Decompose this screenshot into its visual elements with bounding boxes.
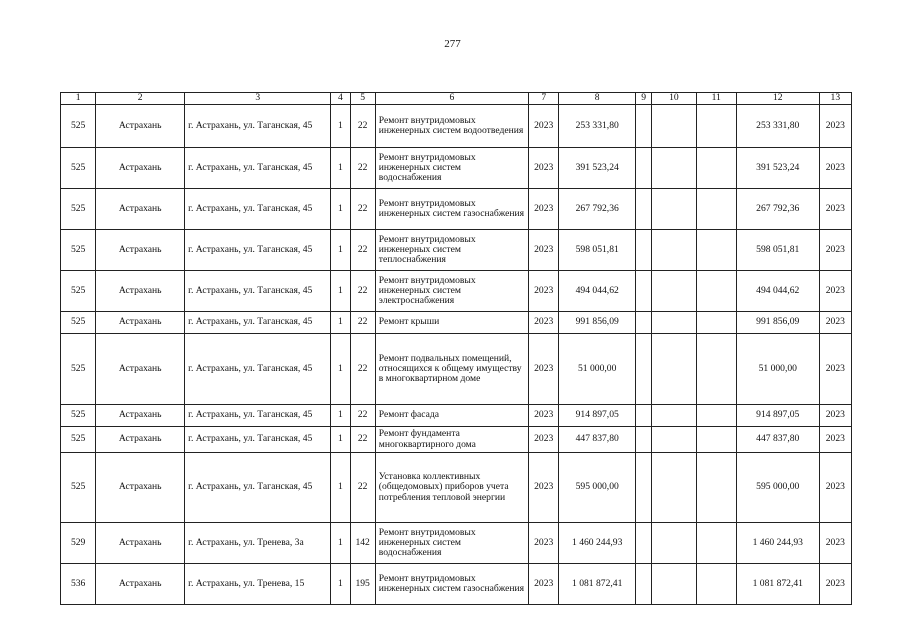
cell-address: г. Астрахань, ул. Таганская, 45 (185, 334, 331, 405)
cell-year-end: 2023 (819, 230, 851, 271)
cell-year: 2023 (529, 405, 559, 427)
cell-city: Астрахань (96, 271, 185, 312)
cell-city: Астрахань (96, 189, 185, 230)
cell-col10 (652, 564, 696, 605)
cell-year-end: 2023 (819, 312, 851, 334)
cell-address: г. Астрахань, ул. Таганская, 45 (185, 148, 331, 189)
cell-col11 (696, 230, 736, 271)
cell-city: Астрахань (96, 427, 185, 453)
cell-amount-total: 447 837,80 (736, 427, 819, 453)
cell-amount-total: 391 523,24 (736, 148, 819, 189)
cell-amount: 494 044,62 (559, 271, 636, 312)
table-row (61, 427, 852, 453)
cell-amount-total: 51 000,00 (736, 334, 819, 405)
cell-work: Ремонт внутридомовых инженерных систем электроснабжения (375, 271, 528, 312)
cell-amount-total: 267 792,36 (736, 189, 819, 230)
cell-col4: 1 (331, 148, 350, 189)
cell-amount-total: 914 897,05 (736, 405, 819, 427)
cell-col11 (696, 564, 736, 605)
cell-col9 (636, 564, 652, 605)
cell-year-end: 2023 (819, 453, 851, 523)
cell-col4: 1 (331, 105, 350, 148)
column-header: 4 (331, 93, 350, 105)
table-row (61, 105, 852, 148)
cell-col10 (652, 189, 696, 230)
cell-col10 (652, 523, 696, 564)
cell-city: Астрахань (96, 312, 185, 334)
cell-work: Ремонт внутридомовых инженерных систем водоотведения (375, 105, 528, 148)
cell-year: 2023 (529, 148, 559, 189)
cell-amount-total: 494 044,62 (736, 271, 819, 312)
cell-col5: 22 (350, 230, 375, 271)
cell-work: Ремонт внутридомовых инженерных систем водоснабжения (375, 523, 528, 564)
cell-col4: 1 (331, 312, 350, 334)
cell-amount: 253 331,80 (559, 105, 636, 148)
cell-col10 (652, 230, 696, 271)
cell-col4: 1 (331, 189, 350, 230)
cell-year: 2023 (529, 271, 559, 312)
cell-col9 (636, 105, 652, 148)
cell-city: Астрахань (96, 105, 185, 148)
table-row (61, 271, 852, 312)
cell-col4: 1 (331, 453, 350, 523)
cell-col9 (636, 334, 652, 405)
column-header: 10 (652, 93, 696, 105)
cell-amount: 391 523,24 (559, 148, 636, 189)
cell-col5: 22 (350, 148, 375, 189)
column-header: 7 (529, 93, 559, 105)
cell-col11 (696, 105, 736, 148)
cell-city: Астрахань (96, 334, 185, 405)
cell-work: Установка коллективных (общедомовых) приборов учета потребления тепловой энергии (375, 453, 528, 523)
column-header: 12 (736, 93, 819, 105)
cell-year: 2023 (529, 427, 559, 453)
cell-col11 (696, 453, 736, 523)
cell-col10 (652, 148, 696, 189)
cell-address: г. Астрахань, ул. Таганская, 45 (185, 105, 331, 148)
cell-col9 (636, 312, 652, 334)
cell-address: г. Астрахань, ул. Тренева, 15 (185, 564, 331, 605)
cell-amount: 447 837,80 (559, 427, 636, 453)
cell-col11 (696, 405, 736, 427)
cell-address: г. Астрахань, ул. Таганская, 45 (185, 312, 331, 334)
cell-year-end: 2023 (819, 405, 851, 427)
cell-year-end: 2023 (819, 189, 851, 230)
table-row (61, 230, 852, 271)
cell-id: 525 (61, 334, 96, 405)
column-header: 2 (96, 93, 185, 105)
cell-col9 (636, 230, 652, 271)
cell-col9 (636, 405, 652, 427)
column-header: 3 (185, 93, 331, 105)
cell-col10 (652, 105, 696, 148)
table-row (61, 405, 852, 427)
cell-city: Астрахань (96, 453, 185, 523)
cell-col10 (652, 427, 696, 453)
cell-year-end: 2023 (819, 523, 851, 564)
cell-id: 525 (61, 148, 96, 189)
cell-address: г. Астрахань, ул. Таганская, 45 (185, 189, 331, 230)
cell-amount: 51 000,00 (559, 334, 636, 405)
table-row (61, 453, 852, 523)
cell-col11 (696, 271, 736, 312)
table-row (61, 148, 852, 189)
table-row (61, 312, 852, 334)
cell-col5: 22 (350, 105, 375, 148)
work-schedule-table (60, 92, 852, 605)
cell-year: 2023 (529, 453, 559, 523)
cell-id: 525 (61, 230, 96, 271)
cell-amount-total: 1 081 872,41 (736, 564, 819, 605)
table-row (61, 189, 852, 230)
cell-col10 (652, 334, 696, 405)
cell-amount: 1 460 244,93 (559, 523, 636, 564)
cell-col5: 22 (350, 271, 375, 312)
cell-id: 525 (61, 312, 96, 334)
cell-address: г. Астрахань, ул. Таганская, 45 (185, 230, 331, 271)
cell-col11 (696, 334, 736, 405)
column-header: 8 (559, 93, 636, 105)
cell-year-end: 2023 (819, 271, 851, 312)
cell-work: Ремонт крыши (375, 312, 528, 334)
cell-year: 2023 (529, 334, 559, 405)
cell-col5: 22 (350, 405, 375, 427)
cell-col9 (636, 148, 652, 189)
table-row (61, 334, 852, 405)
cell-city: Астрахань (96, 405, 185, 427)
cell-amount: 267 792,36 (559, 189, 636, 230)
cell-amount-total: 598 051,81 (736, 230, 819, 271)
cell-col4: 1 (331, 334, 350, 405)
cell-address: г. Астрахань, ул. Таганская, 45 (185, 405, 331, 427)
cell-col10 (652, 271, 696, 312)
cell-id: 525 (61, 271, 96, 312)
cell-col9 (636, 189, 652, 230)
cell-year: 2023 (529, 523, 559, 564)
column-header: 1 (61, 93, 96, 105)
cell-col5: 22 (350, 453, 375, 523)
cell-id: 536 (61, 564, 96, 605)
cell-col10 (652, 453, 696, 523)
cell-year-end: 2023 (819, 427, 851, 453)
cell-year: 2023 (529, 105, 559, 148)
column-header: 11 (696, 93, 736, 105)
cell-work: Ремонт фундамента многоквартирного дома (375, 427, 528, 453)
cell-id: 529 (61, 523, 96, 564)
column-header: 13 (819, 93, 851, 105)
cell-id: 525 (61, 405, 96, 427)
cell-year-end: 2023 (819, 334, 851, 405)
cell-amount-total: 253 331,80 (736, 105, 819, 148)
cell-col4: 1 (331, 427, 350, 453)
cell-work: Ремонт внутридомовых инженерных систем теплоснабжения (375, 230, 528, 271)
cell-col5: 195 (350, 564, 375, 605)
cell-amount: 1 081 872,41 (559, 564, 636, 605)
column-header: 6 (375, 93, 528, 105)
cell-amount: 595 000,00 (559, 453, 636, 523)
cell-year-end: 2023 (819, 105, 851, 148)
cell-work: Ремонт внутридомовых инженерных систем водоснабжения (375, 148, 528, 189)
cell-work: Ремонт внутридомовых инженерных систем газоснабжения (375, 564, 528, 605)
cell-col9 (636, 523, 652, 564)
cell-amount-total: 991 856,09 (736, 312, 819, 334)
column-header: 9 (636, 93, 652, 105)
cell-col9 (636, 427, 652, 453)
cell-work: Ремонт внутридомовых инженерных систем газоснабжения (375, 189, 528, 230)
cell-col4: 1 (331, 523, 350, 564)
cell-id: 525 (61, 189, 96, 230)
cell-year-end: 2023 (819, 564, 851, 605)
cell-amount: 914 897,05 (559, 405, 636, 427)
cell-address: г. Астрахань, ул. Тренева, 3а (185, 523, 331, 564)
table-row (61, 523, 852, 564)
cell-address: г. Астрахань, ул. Таганская, 45 (185, 453, 331, 523)
cell-year: 2023 (529, 189, 559, 230)
cell-city: Астрахань (96, 564, 185, 605)
cell-year-end: 2023 (819, 148, 851, 189)
cell-city: Астрахань (96, 230, 185, 271)
cell-col11 (696, 312, 736, 334)
cell-col9 (636, 453, 652, 523)
cell-col11 (696, 427, 736, 453)
cell-col5: 142 (350, 523, 375, 564)
cell-amount: 991 856,09 (559, 312, 636, 334)
cell-amount-total: 1 460 244,93 (736, 523, 819, 564)
cell-work: Ремонт фасада (375, 405, 528, 427)
cell-year: 2023 (529, 564, 559, 605)
cell-work: Ремонт подвальных помещений, относящихся к общему имуществу в многоквартирном доме (375, 334, 528, 405)
cell-col10 (652, 312, 696, 334)
cell-col5: 22 (350, 427, 375, 453)
column-header: 5 (350, 93, 375, 105)
cell-col4: 1 (331, 405, 350, 427)
cell-year: 2023 (529, 312, 559, 334)
cell-col9 (636, 271, 652, 312)
cell-col4: 1 (331, 271, 350, 312)
cell-amount: 598 051,81 (559, 230, 636, 271)
table-row (61, 564, 852, 605)
cell-city: Астрахань (96, 148, 185, 189)
cell-col11 (696, 523, 736, 564)
cell-id: 525 (61, 427, 96, 453)
cell-col5: 22 (350, 334, 375, 405)
column-number-row (61, 93, 852, 105)
cell-city: Астрахань (96, 523, 185, 564)
page-number: 277 (444, 38, 461, 50)
cell-col10 (652, 405, 696, 427)
cell-address: г. Астрахань, ул. Таганская, 45 (185, 271, 331, 312)
cell-id: 525 (61, 453, 96, 523)
cell-col4: 1 (331, 564, 350, 605)
cell-id: 525 (61, 105, 96, 148)
cell-amount-total: 595 000,00 (736, 453, 819, 523)
cell-col11 (696, 189, 736, 230)
cell-col4: 1 (331, 230, 350, 271)
cell-col11 (696, 148, 736, 189)
cell-address: г. Астрахань, ул. Таганская, 45 (185, 427, 331, 453)
cell-col5: 22 (350, 312, 375, 334)
cell-year: 2023 (529, 230, 559, 271)
cell-col5: 22 (350, 189, 375, 230)
